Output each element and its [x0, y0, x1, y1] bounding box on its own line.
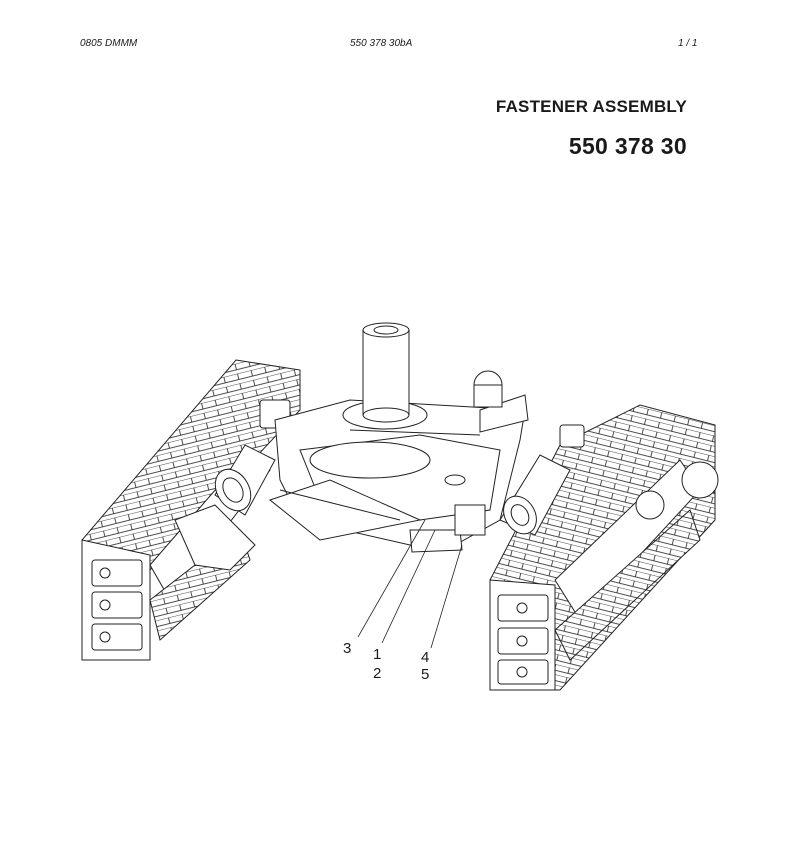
- swivel-column: [343, 323, 427, 429]
- part-number: 550 378 30: [568, 133, 687, 159]
- page-number: 1 / 1: [678, 38, 698, 49]
- callout-3: 3: [343, 640, 352, 657]
- callout-2: 2: [373, 665, 382, 682]
- assembly-title: FASTENER ASSEMBLY: [495, 97, 687, 116]
- drawing-reference: 550 378 30bA: [350, 38, 413, 49]
- right-track: [490, 405, 718, 690]
- doc-code: 0805 DMMM: [80, 38, 138, 49]
- callout-4: 4: [421, 649, 430, 666]
- callout-5: 5: [421, 666, 430, 683]
- callout-1: 1: [373, 646, 382, 663]
